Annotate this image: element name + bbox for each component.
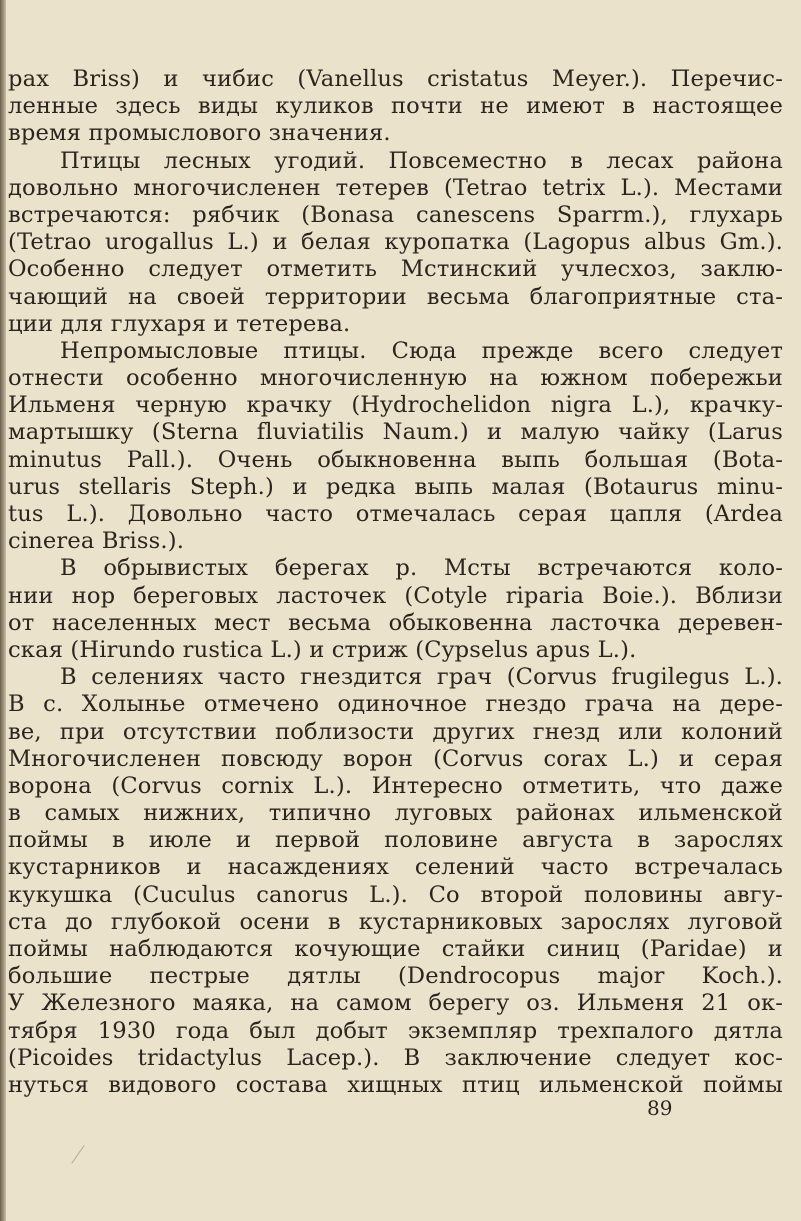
paper-mark	[71, 1145, 89, 1167]
text-line: ции для глухаря и тетерева.	[8, 310, 351, 337]
text-line: В обрывистых берегах р. Мсты встречаются коло-	[60, 555, 783, 582]
text-line: в самых нижних, типично луговых районах ильменской	[8, 800, 783, 827]
text-line: тября 1930 года был добыт экземпляр трехпалого дятла	[8, 1017, 783, 1044]
text-line: urus stellaris Steph.) и редка выпь малая (Botaurus minu-	[8, 473, 783, 500]
text-line: время промыслового значения.	[8, 120, 391, 147]
text-line: нии нор береговых ласточек (Cotyle riparia Boie.). Вблизи	[8, 582, 783, 609]
text-line: ворона (Corvus cornix L.). Интересно отметить, что даже	[8, 772, 783, 799]
text-line: ве, при отсутствии поблизости других гнезд или колоний	[8, 718, 783, 745]
text-line: ская (Hirundo rustica L.) и стриж (Cypselus apus L.).	[8, 636, 637, 663]
text-line: отнести особенно многочисленную на южном побережьи	[8, 365, 783, 392]
text-line: Ильменя черную крачку (Hydrochelidon nigra L.), крачку-	[8, 392, 783, 419]
text-line: tus L.). Довольно часто отмечалась серая цапля (Ardea	[8, 501, 783, 527]
text-line: ленные здесь виды куликов почти не имеют в настоящее	[8, 93, 783, 120]
text-line: чающий на своей территории весьма благоприятные ста-	[8, 283, 783, 310]
book-spine-shadow	[0, 0, 6, 1221]
text-line: от населенных мест весьма обыковенна ласточка деревен-	[8, 609, 783, 636]
text-line: (Picoides tridactylus Lacep.). В заключение следует кос-	[8, 1044, 783, 1071]
text-line: нуться видового состава хищных птиц ильменской поймы	[8, 1071, 783, 1098]
text-line: кустарников и насаждениях селений часто встречалась	[8, 854, 783, 881]
text-line: встречаются: рябчик (Bonasa canescens Sparrm.), глухарь	[8, 201, 783, 228]
page-number: 89	[647, 1096, 673, 1120]
text-line: Особенно следует отметить Мстинский учлесхоз, заклю-	[8, 256, 783, 283]
text-line: Непромысловые птицы. Сюда прежде всего следует	[60, 337, 783, 364]
text-line: большие пестрые дятлы (Dendrocopus major Koch.).	[8, 963, 783, 990]
text-line: поймы наблюдаются кочующие стайки синиц (Paridae) и	[8, 936, 783, 962]
text-line: Птицы лесных угодий. Повсеместно в лесах района	[60, 147, 783, 174]
text-line: В селениях часто гнездится грач (Corvus frugilegus L.).	[60, 664, 783, 691]
text-line: мартышку (Sterna fluviatilis Naum.) и малую чайку (Larus	[8, 419, 783, 446]
text-line: (Tetrao urogallus L.) и белая куропатка (Lagopus albus Gm.).	[8, 229, 783, 256]
text-line: ста до глубокой осени в кустарниковых зарослях луговой	[8, 908, 783, 935]
text-line: В с. Холынье отмечено одиночное гнездо грача на дере-	[8, 691, 783, 718]
text-line: Многочисленен повсюду ворон (Corvus corax L.) и серая	[8, 745, 783, 772]
text-line: рах Briss) и чибис (Vanellus cristatus Meyer.). Перечис-	[8, 66, 783, 92]
text-line: поймы в июле и первой половине августа в зарослях	[8, 827, 783, 854]
text-line: У Железного маяка, на самом берегу оз. Ильменя 21 ок-	[8, 990, 783, 1017]
page-text	[8, 66, 783, 1099]
text-line: довольно многочисленен тетерев (Tetrao tetrix L.). Местами	[8, 174, 783, 201]
text-line: minutus Pall.). Очень обыкновенна выпь большая (Bota-	[8, 446, 783, 473]
text-line: кукушка (Cuculus canorus L.). Со второй половины авгу-	[8, 881, 783, 908]
text-line: cinerea Briss.).	[8, 528, 185, 555]
